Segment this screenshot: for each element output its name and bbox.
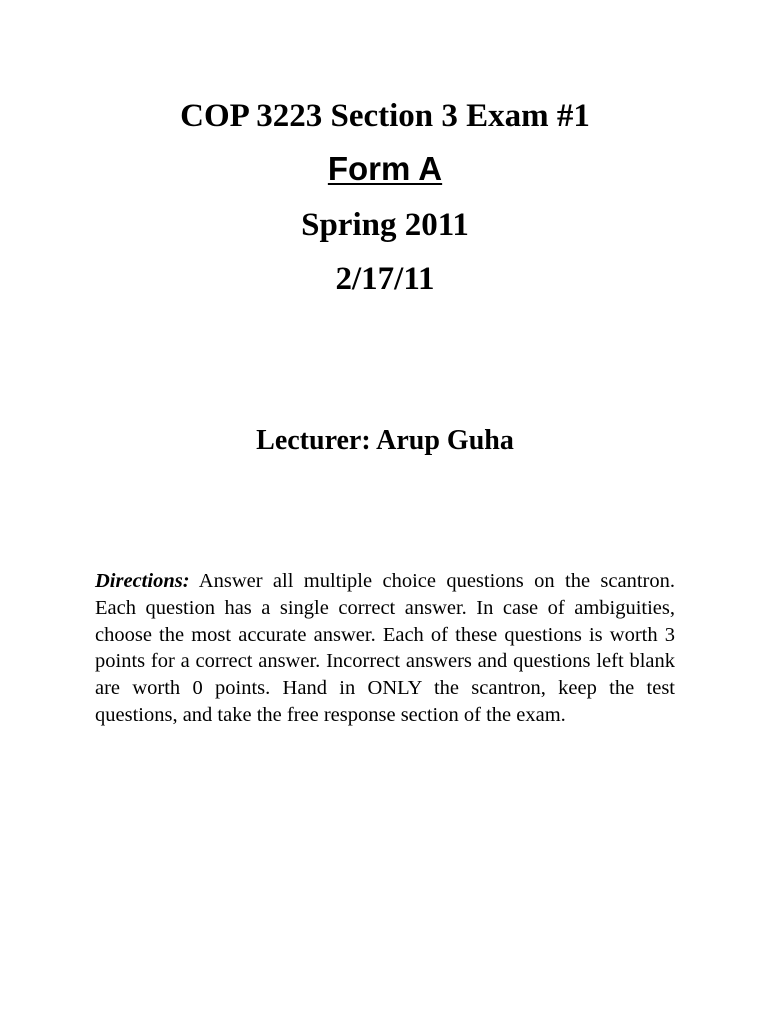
semester-heading: Spring 2011 xyxy=(301,207,469,243)
form-label: Form A xyxy=(327,150,443,187)
form-heading xyxy=(0,149,770,189)
directions-paragraph xyxy=(95,568,675,729)
exam-date: 2/17/11 xyxy=(335,261,435,297)
exam-title: COP 3223 Section 3 Exam #1 xyxy=(180,98,590,134)
directions-text: Answer all multiple choice questions on the scantron. Each question has a single correct answer. In case of ambiguities, choose the most accurate answer. Each of these questions is worth 3 points for a correct answer. Incorrect answers and questions left blank are worth 0 points. Hand in ONLY the scantron, keep the test questions, and take the free response section of the exam. xyxy=(95,570,675,726)
lecturer-line: Lecturer: Arup Guha xyxy=(256,425,514,456)
directions-label: Directions: xyxy=(95,570,190,592)
